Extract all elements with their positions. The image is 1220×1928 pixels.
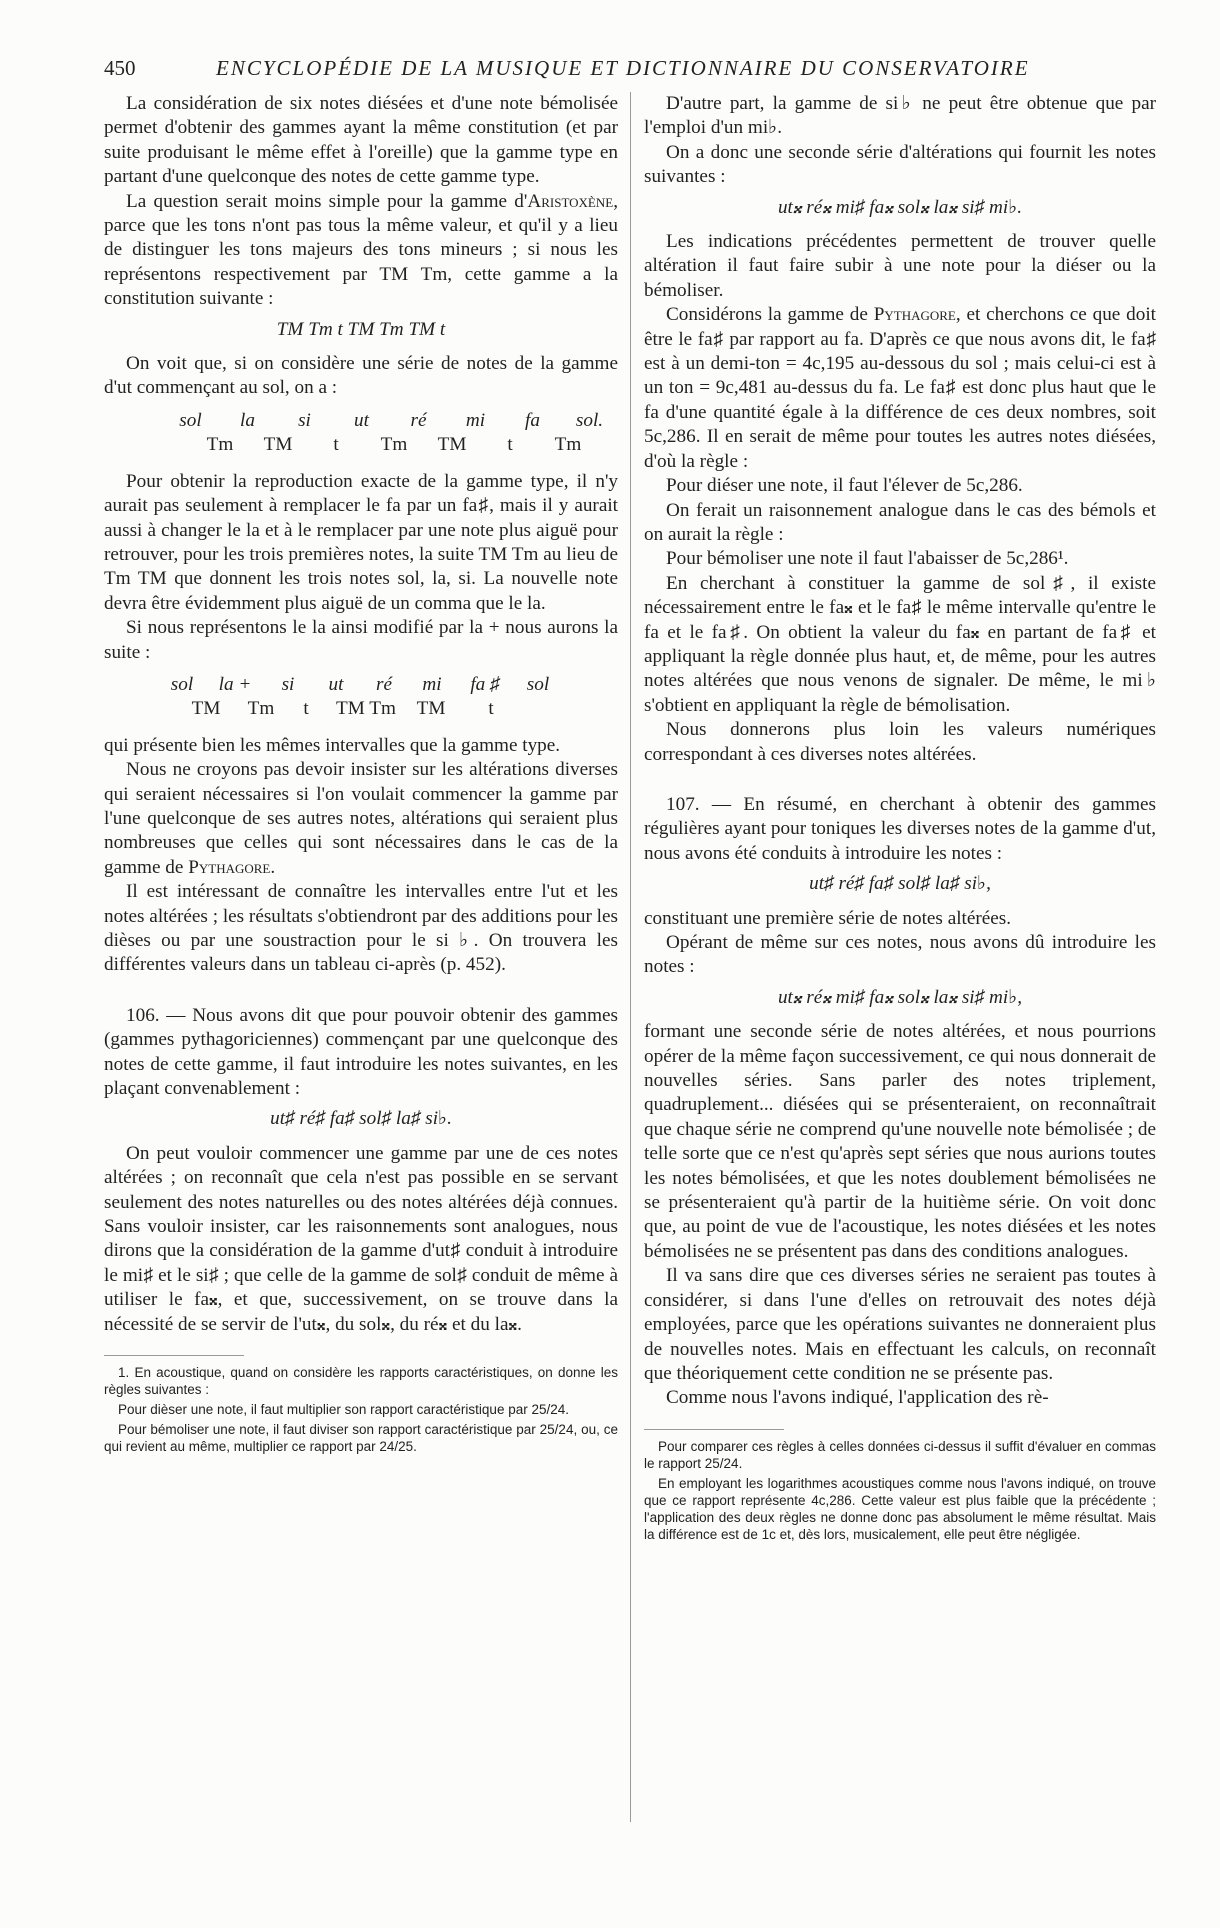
interval: TM Tm [336, 698, 396, 720]
paragraph: D'autre part, la gamme de si♭ ne peut être obtenue que par l'emploi d'un mi♭. [644, 93, 1156, 139]
paragraph: qui présente bien les mêmes intervalles que la gamme type. [104, 734, 561, 756]
note: sol [179, 409, 202, 431]
note: sol [526, 673, 550, 695]
note: la + [218, 673, 252, 695]
note: si [281, 673, 295, 695]
note: ré [410, 409, 427, 431]
paragraph: On a donc une seconde série d'altérations qui fournit les notes suivantes : [644, 141, 1156, 188]
formula: ut♯ ré♯ fa♯ sol♯ la♯ si♭. [270, 1108, 452, 1130]
paragraph: La question serait moins simple pour la gamme d'Aristoxène, parce que les tons n'ont pas tous la même valeur, et qu'il y a lieu de distinguer les tons majeurs des tons mineurs ; si nous les représentons respectivement par TM Tm, cette gamme a la constitution suivante : [104, 190, 618, 310]
note: fa ♯ [470, 673, 500, 695]
paragraph: On peut vouloir commencer une gamme par une de ces notes altérées ; on reconnaît que cela n'est pas possible en se servant seulement des notes naturelles ou des notes altérées déjà connues. Sans vouloir insister, car les raisonnements sont analogues, nous dirons que la considération de la gamme d'ut♯ conduit à introduire le mi♯ et le si♯ ; que celle de la gamme de sol♯ conduit de même à utiliser le fa𝄪, et que, successivement, on se trouve dans la nécessité de se servir de l'ut𝄪, du sol𝄪, du ré𝄪 et du la𝄪. [104, 1142, 618, 1335]
paragraph: formant une seconde série de notes altérées, et nous pourrions opérer de la même façon successivement, ce qui nous donnerait de nouvelles séries. Sans parler des notes triplement, quadruplement... diésées qui se présenteraient, on reconnaîtrait que chaque série ne comprend qu'une nouvelle note bémolisée ; de telle sorte que ce n'est qu'après sept séries que nous aurions toutes les notes bémolisées, et que les notes doublement bémolisées ne se présenteraient qu'à partir de la huitième série. On voit donc que, au point de vue de l'acoustique, les notes diésées et les notes bémolisées ne se présentent pas dans des conditions analogues. [644, 1021, 1156, 1262]
paragraph: Il est intéressant de connaître les intervalles entre l'ut et les notes altérées ; les résultats s'obtiendront par des additions pour les dièses ou par une soustraction pour le si ♭. On trouvera les différentes valeurs dans un tableau ci-après (p. 452). [104, 881, 618, 976]
author-name: Aristoxène [527, 190, 614, 212]
footnote-rule [104, 1355, 244, 1356]
author-name: Pythagore [188, 856, 271, 878]
footnote: En employant les logarithmes acoustiques comme nous l'avons indiqué, on trouve que ce rapport représente 4c,286. Cette valeur est plus faible que la précédente ; l'application des deux règles ne donne donc pas absolument le même résultat. Mais la différence est de 1c et, dès lors, musicalement, elle peut être négligée. [644, 1475, 1156, 1542]
paragraph: On ferait un raisonnement analogue dans le cas des bémols et on aurait la règle : [644, 499, 1156, 545]
interval: t [507, 434, 513, 456]
note: sol. [575, 409, 604, 431]
paragraph: Considérons la gamme de Pythagore, et cherchons ce que doit être le fa♯ par rapport au fa. D'après ce que nous avons dit, le fa♯ est à un demi-ton = 4c,195 au-dessous du sol ; mais celui-ci est à un ton = 9c,481 au-dessus du fa. Le fa♯ est donc plus haut que le fa d'une quantité égale à la différence de ces deux nombres, soit 5c,286. Il en serait de même pour toutes les autres notes diésées, d'où la règle : [644, 304, 1157, 472]
note-series [104, 673, 618, 722]
note: la [240, 409, 255, 431]
interval: t [303, 698, 309, 720]
running-title: ENCYCLOPÉDIE DE LA MUSIQUE ET DICTIONNAIRE DU CONSERVATOIRE [216, 56, 1030, 80]
paragraph: En cherchant à constituer la gamme de sol♯, il existe nécessairement entre le fa𝄪 et le fa♯ le même intervalle qu'entre le fa et le fa♯. On obtient la valeur du fa𝄪 en partant de fa♯ et appliquant la règle donnée plus haut, et, de même, pour les autres notes altérées que nous venons de signaler. De même, le mi♭ s'obtient en appliquant la règle de bémolisation. [644, 572, 1156, 716]
footnote: 1. En acoustique, quand on considère les rapports caractéristiques, on donne les règles suivantes : [104, 1365, 618, 1398]
interval: Tm [206, 434, 234, 456]
note: sol [170, 673, 194, 695]
interval: Tm [554, 434, 582, 456]
page-number: 450 [104, 56, 136, 80]
interval: TM [416, 698, 446, 720]
paragraph: Il va sans dire que ces diverses séries ne seraient pas toutes à considérer, si dans l'une d'elles on retrouvait des notes déjà employées, parce que les opérations suivantes ne donneraient plus de nouvelles notes. Mais en effectuant les calculs, on reconnaît que théoriquement cette condition ne se présente pas. [644, 1265, 1156, 1384]
footnote: Pour dièser une note, il faut multiplier son rapport caractéristique par 25/24. [118, 1402, 569, 1418]
rule-statement: Pour diéser une note, il faut l'élever de 5c,286. [666, 475, 1023, 497]
interval: TM [437, 434, 467, 456]
paragraph: Opérant de même sur ces notes, nous avons dû introduire les notes : [644, 932, 1156, 978]
interval: Tm [247, 698, 275, 720]
left-column [104, 92, 618, 1458]
section-107: 107. — En résumé, en cherchant à obtenir des gammes régulières ayant pour toniques les diverses notes de la gamme d'ut, nous avons été conduits à introduire les notes : [644, 793, 1156, 864]
note: mi [465, 409, 486, 431]
note-series [104, 409, 618, 458]
note: mi [422, 673, 442, 695]
note: fa [525, 409, 540, 431]
interval: TM [191, 698, 221, 720]
paragraph: constituant une première série de notes altérées. [644, 907, 1012, 929]
note: ré [376, 673, 392, 695]
paragraph: Nous donnerons plus loin les valeurs numériques correspondant à ces diverses notes altérées. [644, 719, 1156, 765]
interval: t [333, 434, 339, 456]
running-header [104, 56, 1034, 86]
interval: TM [263, 434, 293, 456]
note: ut [354, 409, 369, 431]
paragraph: Les indications précédentes permettent de trouver quelle altération il faut faire subir à une note pour la diéser ou la bémoliser. [644, 231, 1156, 301]
author-name: Pythagore [873, 304, 956, 326]
footnotes [104, 1355, 618, 1455]
paragraph: Nous ne croyons pas devoir insister sur les altérations diverses qui seraient nécessaires si l'on voulait commencer la gamme par l'une quelconque de ses autres notes, altérations qui seraient plus nombreuses que celles qui sont nécessaires dans le cas de la gamme de Pythagore. [104, 759, 618, 878]
paragraph: On voit que, si on considère une série de notes de la gamme d'ut commençant au sol, on a : [104, 353, 618, 399]
interval: Tm [380, 434, 408, 456]
paragraph: Pour obtenir la reproduction exacte de la gamme type, il n'y aurait pas seulement à remplacer le fa par un fa♯, mais il y aurait aussi à changer le la et à le remplacer par une note plus aiguë pour retrouver, pour les trois premières notes, la suite TM Tm au lieu de Tm TM que donnent les trois notes sol, la, si. La nouvelle note devra être évidemment plus aiguë de un comma que le la. [104, 470, 618, 614]
interval: t [488, 698, 494, 720]
footnote-rule [644, 1429, 784, 1430]
section-106: 106. — Nous avons dit que pour pouvoir obtenir des gammes (gammes pythagoriciennes) commençant par une quelconque des notes de cette gamme, il faut introduire les notes suivantes, en les plaçant convenablement : [104, 1004, 618, 1100]
footnote: Pour bémoliser une note, il faut diviser son rapport caractéristique par 25/24, ou, ce qui revient au même, multiplier ce rapport par 24/25. [104, 1422, 618, 1455]
paragraph: La considération de six notes diésées et d'une note bémolisée permet d'obtenir des gammes ayant la même constitution (et par suite produisant le même effet à l'oreille) que la gamme type en partant d'une quelconque des notes de cette gamme type. [104, 93, 618, 188]
formula: ut♯ ré♯ fa♯ sol♯ la♯ si♭, [809, 873, 991, 895]
paragraph: Si nous représentons le la ainsi modifié par la + nous aurons la suite : [104, 617, 618, 663]
right-column [644, 92, 1156, 1546]
column-divider [630, 92, 631, 1822]
note: ut [328, 673, 344, 695]
footnotes [644, 1429, 1156, 1543]
rule-statement: Pour bémoliser une note il faut l'abaisser de 5c,286¹. [666, 548, 1069, 570]
formula: ut𝄪 ré𝄪 mi♯ fa𝄪 sol𝄪 la𝄪 si♯ mi♭. [777, 196, 1023, 218]
formula: TM Tm t TM Tm TM t [276, 318, 446, 340]
paragraph: Comme nous l'avons indiqué, l'application des rè- [666, 1387, 1049, 1409]
footnote: Pour comparer ces règles à celles données ci-dessus il suffit d'évaluer en commas le rapport 25/24. [644, 1438, 1156, 1471]
note: si [298, 409, 311, 431]
formula: ut𝄪 ré𝄪 mi♯ fa𝄪 sol𝄪 la𝄪 si♯ mi♭, [777, 986, 1023, 1008]
